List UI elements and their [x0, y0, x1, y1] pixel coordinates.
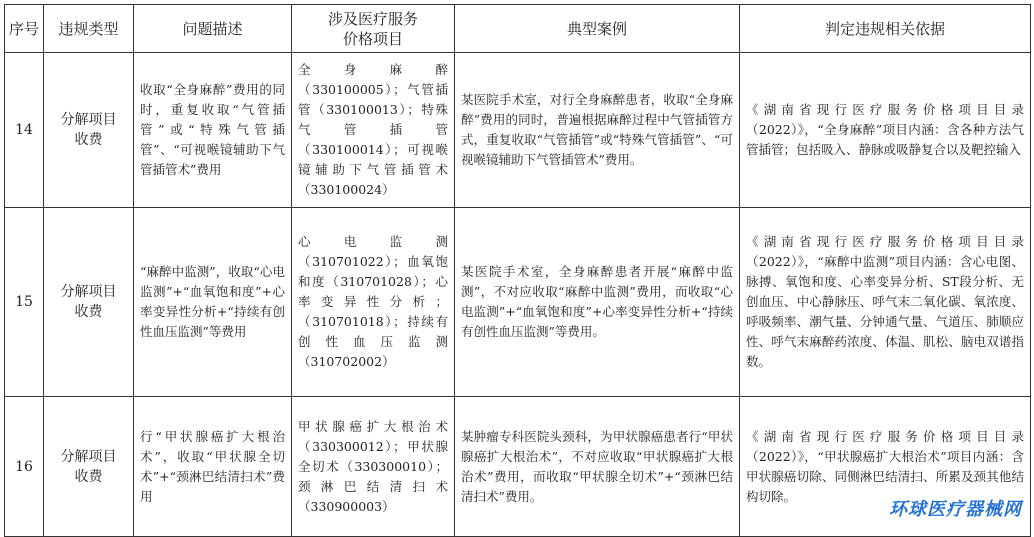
row-problem: 收取“全身麻醉”费用的同时，重复收取“气管插管”或“特殊气管插管”、“可视喉镜辅助下气管插管术”费用: [134, 53, 292, 208]
row-items: 甲状腺癌扩大根治术（330300012）；甲状腺全切术（330300010）；颈淋巴结清扫术（330900003）: [292, 397, 455, 537]
violation-table: [4, 4, 1031, 537]
row-case: 某医院手术室，全身麻醉患者开展“麻醉中监测”，不对应收取“麻醉中监测”费用，而收取“心电监测”+“血氧饱和度”+心率变异性分析+“持续有创性血压监测”等费用。: [455, 208, 740, 397]
row-items: 心电监测（310701022）；血氧饱和度（310701028）；心率变异性分析；（310701018）；持续有创性血压监测（310702002）: [292, 208, 455, 397]
row-type: 分解项目 收费: [44, 397, 134, 537]
row-basis: 《湖南省现行医疗服务价格项目目录（2022）》，“全身麻醉”项目内涵：含各种方法气管插管；包括吸入、静脉或吸静复合以及靶控输入: [740, 53, 1031, 208]
row-type: 分解项目 收费: [44, 53, 134, 208]
row-basis: 《湖南省现行医疗服务价格项目目录（2022）》，“麻醉中监测”项目内涵：含心电图、脉搏、氧饱和度、心率变异分析、ST段分析、无创血压、中心静脉压、呼气末二氧化碳、氧浓度、呼吸频率、潮气量、分钟通气量、气道压、肺顺应性、呼气末麻醉药浓度、体温、肌松、脑电双谱指数。: [740, 208, 1031, 397]
header-problem: 问题描述: [134, 5, 292, 53]
row-problem: 行“甲状腺癌扩大根治术”，收取“甲状腺全切术”+“颈淋巴结清扫术”费用: [134, 397, 292, 537]
table-row: [5, 208, 1031, 397]
header-no: 序号: [5, 5, 44, 53]
row-case: 某医院手术室，对行全身麻醉患者，收取“全身麻醉”费用的同时，普遍根据麻醉过程中气管插管方式，重复收取“气管插管”或“特殊气管插管”、“可视喉镜辅助下气管插管术”费用。: [455, 53, 740, 208]
row-basis: 《湖南省现行医疗服务价格项目目录（2022）》，“甲状腺癌扩大根治术”项目内涵：含甲状腺癌切除、同侧淋巴结清扫、所累及颈其他结构切除。: [740, 397, 1031, 537]
row-items: 全身麻醉（330100005）；气管插管（330100013）；特殊气管插管（330100014）；可视喉镜辅助下气管插管术（330100024）: [292, 53, 455, 208]
header-case: 典型案例: [455, 5, 740, 53]
table-row: [5, 53, 1031, 208]
row-problem: “麻醉中监测”，收取“心电监测”+“血氧饱和度”+心率变异性分析+“持续有创性血压监测”等费用: [134, 208, 292, 397]
header-items: 涉及医疗服务 价格项目: [292, 5, 455, 53]
row-no: 15: [5, 208, 44, 397]
header-type: 违规类型: [44, 5, 134, 53]
table-header-row: [5, 5, 1031, 53]
header-basis: 判定违规相关依据: [740, 5, 1031, 53]
watermark-logo: 环球医疗器械网: [885, 495, 1026, 521]
row-no: 16: [5, 397, 44, 537]
row-no: 14: [5, 53, 44, 208]
table-row: [5, 397, 1031, 537]
row-type: 分解项目 收费: [44, 208, 134, 397]
row-case: 某肿瘤专科医院头颈科，为甲状腺癌患者行“甲状腺癌扩大根治术”，不对应收取“甲状腺癌扩大根治术”费用，而收取“甲状腺全切术”+“颈淋巴结清扫术”费用。: [455, 397, 740, 537]
